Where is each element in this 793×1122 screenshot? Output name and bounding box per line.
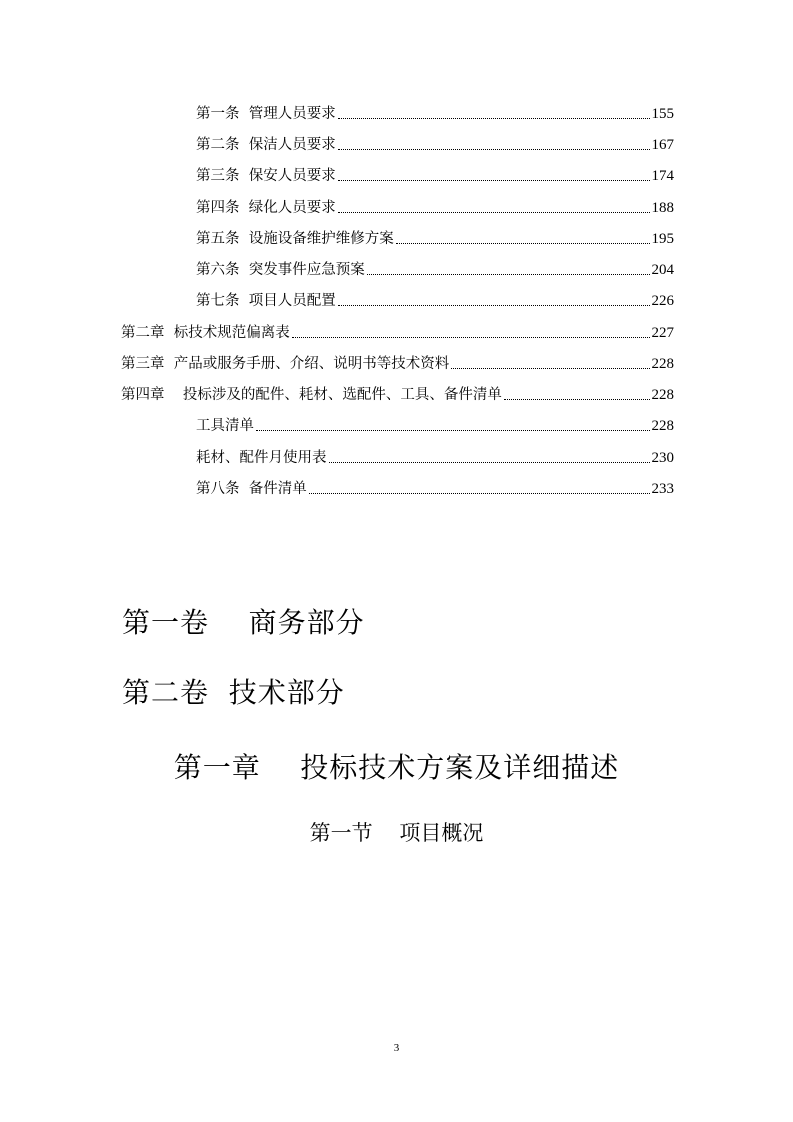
toc-entry-page: 204 xyxy=(651,262,674,278)
toc-entry-page: 227 xyxy=(651,325,674,341)
toc-leader-dots xyxy=(309,492,650,494)
toc-leader-dots xyxy=(367,273,650,275)
toc-entry[interactable] xyxy=(196,132,674,154)
chapter-one-heading: 第一章 投标技术方案及详细描述 xyxy=(173,751,620,784)
page-number: 3 xyxy=(393,1042,400,1054)
toc-entry-page: 228 xyxy=(651,418,674,434)
toc-leader-dots xyxy=(504,398,650,400)
toc-entry-title: 第八条 备件清单 xyxy=(196,481,307,497)
toc-leader-dots xyxy=(338,211,650,213)
toc-entry-title: 第六条 突发事件应急预案 xyxy=(196,262,365,278)
toc-entry-title: 第二条 保洁人员要求 xyxy=(196,137,336,153)
toc-leader-dots xyxy=(451,367,649,369)
toc-entry-page: 155 xyxy=(651,106,674,122)
toc-entry-page: 226 xyxy=(651,293,674,309)
toc-entry-title: 第二章 标技术规范偏离表 xyxy=(121,325,290,341)
toc-entry[interactable] xyxy=(121,320,674,342)
toc-entry[interactable] xyxy=(196,476,674,498)
toc-entry-title: 第四章 投标涉及的配件、耗材、选配件、工具、备件清单 xyxy=(121,387,502,403)
toc-entry-page: 167 xyxy=(651,137,674,153)
toc-entry[interactable] xyxy=(196,163,674,185)
toc-leader-dots xyxy=(338,117,650,119)
section-one-heading: 第一节 项目概况 xyxy=(309,821,484,845)
toc-entry-page: 195 xyxy=(651,231,674,247)
toc-entry-page: 174 xyxy=(651,168,674,184)
toc-entry[interactable] xyxy=(196,445,674,467)
volume-one-heading: 第一卷 商务部分 xyxy=(122,606,365,639)
toc-entry[interactable] xyxy=(196,195,674,217)
volume-two-heading: 第二卷 技术部分 xyxy=(122,676,345,709)
toc-leader-dots xyxy=(292,336,650,338)
toc-entry[interactable] xyxy=(196,257,674,279)
toc-entry[interactable] xyxy=(121,351,674,373)
toc-entry-title: 第三条 保安人员要求 xyxy=(196,168,336,184)
toc-leader-dots xyxy=(338,179,650,181)
toc-entry-title: 第五条 设施设备维护维修方案 xyxy=(196,231,394,247)
toc-entry-title: 第三章 产品或服务手册、介绍、说明书等技术资料 xyxy=(121,356,450,372)
toc-entry-title: 第四条 绿化人员要求 xyxy=(196,200,336,216)
toc-leader-dots xyxy=(338,304,650,306)
toc-leader-dots xyxy=(338,148,650,150)
toc-entry-title: 耗材、配件月使用表 xyxy=(196,450,327,466)
toc-leader-dots xyxy=(396,242,650,244)
toc-entry-title: 第一条 管理人员要求 xyxy=(196,106,336,122)
toc-entry[interactable] xyxy=(196,101,674,123)
toc-entry[interactable] xyxy=(121,382,674,404)
toc-leader-dots xyxy=(256,429,650,431)
toc-leader-dots xyxy=(329,461,650,463)
toc-entry-page: 230 xyxy=(651,450,674,466)
toc-entry[interactable] xyxy=(196,226,674,248)
toc-entry[interactable] xyxy=(196,288,674,310)
toc-entry-title: 工具清单 xyxy=(196,418,254,434)
toc-entry-page: 228 xyxy=(651,387,674,403)
toc-entry-title: 第七条 项目人员配置 xyxy=(196,293,336,309)
toc-entry-page: 228 xyxy=(651,356,674,372)
toc-entry-page: 188 xyxy=(651,200,674,216)
toc-entry-page: 233 xyxy=(651,481,674,497)
toc-entry[interactable] xyxy=(196,413,674,435)
